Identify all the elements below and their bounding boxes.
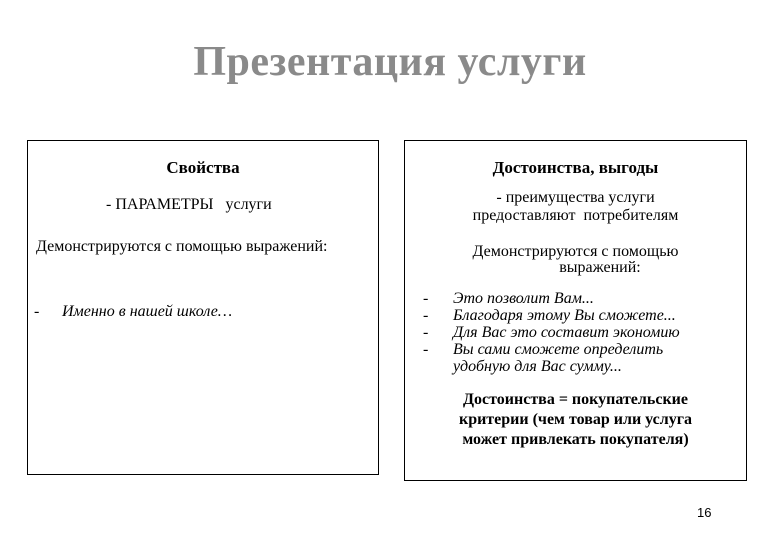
properties-box	[27, 140, 379, 475]
list-item: Для Вас это составит экономию	[453, 324, 680, 341]
list-bullet: -	[423, 324, 429, 341]
page-number: 16	[697, 505, 712, 520]
benefits-heading: Достоинства, выгоды	[492, 158, 659, 177]
definition-line-1: Достоинства = покупательские	[463, 391, 688, 408]
list-bullet: -	[423, 290, 429, 307]
benefits-demo-line-1: Демонстрируются с помощью	[472, 243, 679, 260]
benefits-demo-line-2: выражений:	[559, 259, 641, 276]
list-item: Это позволит Вам...	[453, 290, 594, 307]
definition-line-2: критерии (чем товар или услуга	[458, 411, 693, 428]
list-bullet: -	[34, 303, 40, 320]
list-item-continuation: удобную для Вас сумму...	[453, 358, 622, 375]
list-item: Благодаря этому Вы сможете...	[453, 307, 676, 324]
benefits-box	[404, 140, 747, 481]
properties-parameters: - ПАРАМЕТРЫ услуги	[106, 196, 272, 213]
properties-demo-label: Демонстрируются с помощью выражений:	[36, 238, 328, 255]
benefits-line-1: - преимущества услуги	[496, 189, 655, 206]
properties-heading: Свойства	[166, 158, 240, 177]
slide-title: Презентация услуги	[193, 39, 587, 85]
list-item: Вы сами сможете определить	[453, 341, 664, 358]
benefits-line-2: предоставляют потребителям	[472, 207, 679, 224]
list-bullet: -	[423, 341, 429, 358]
definition-line-3: может привлекать покупателя)	[462, 431, 689, 448]
list-item: Именно в нашей школе…	[62, 303, 233, 320]
list-bullet: -	[423, 307, 429, 324]
